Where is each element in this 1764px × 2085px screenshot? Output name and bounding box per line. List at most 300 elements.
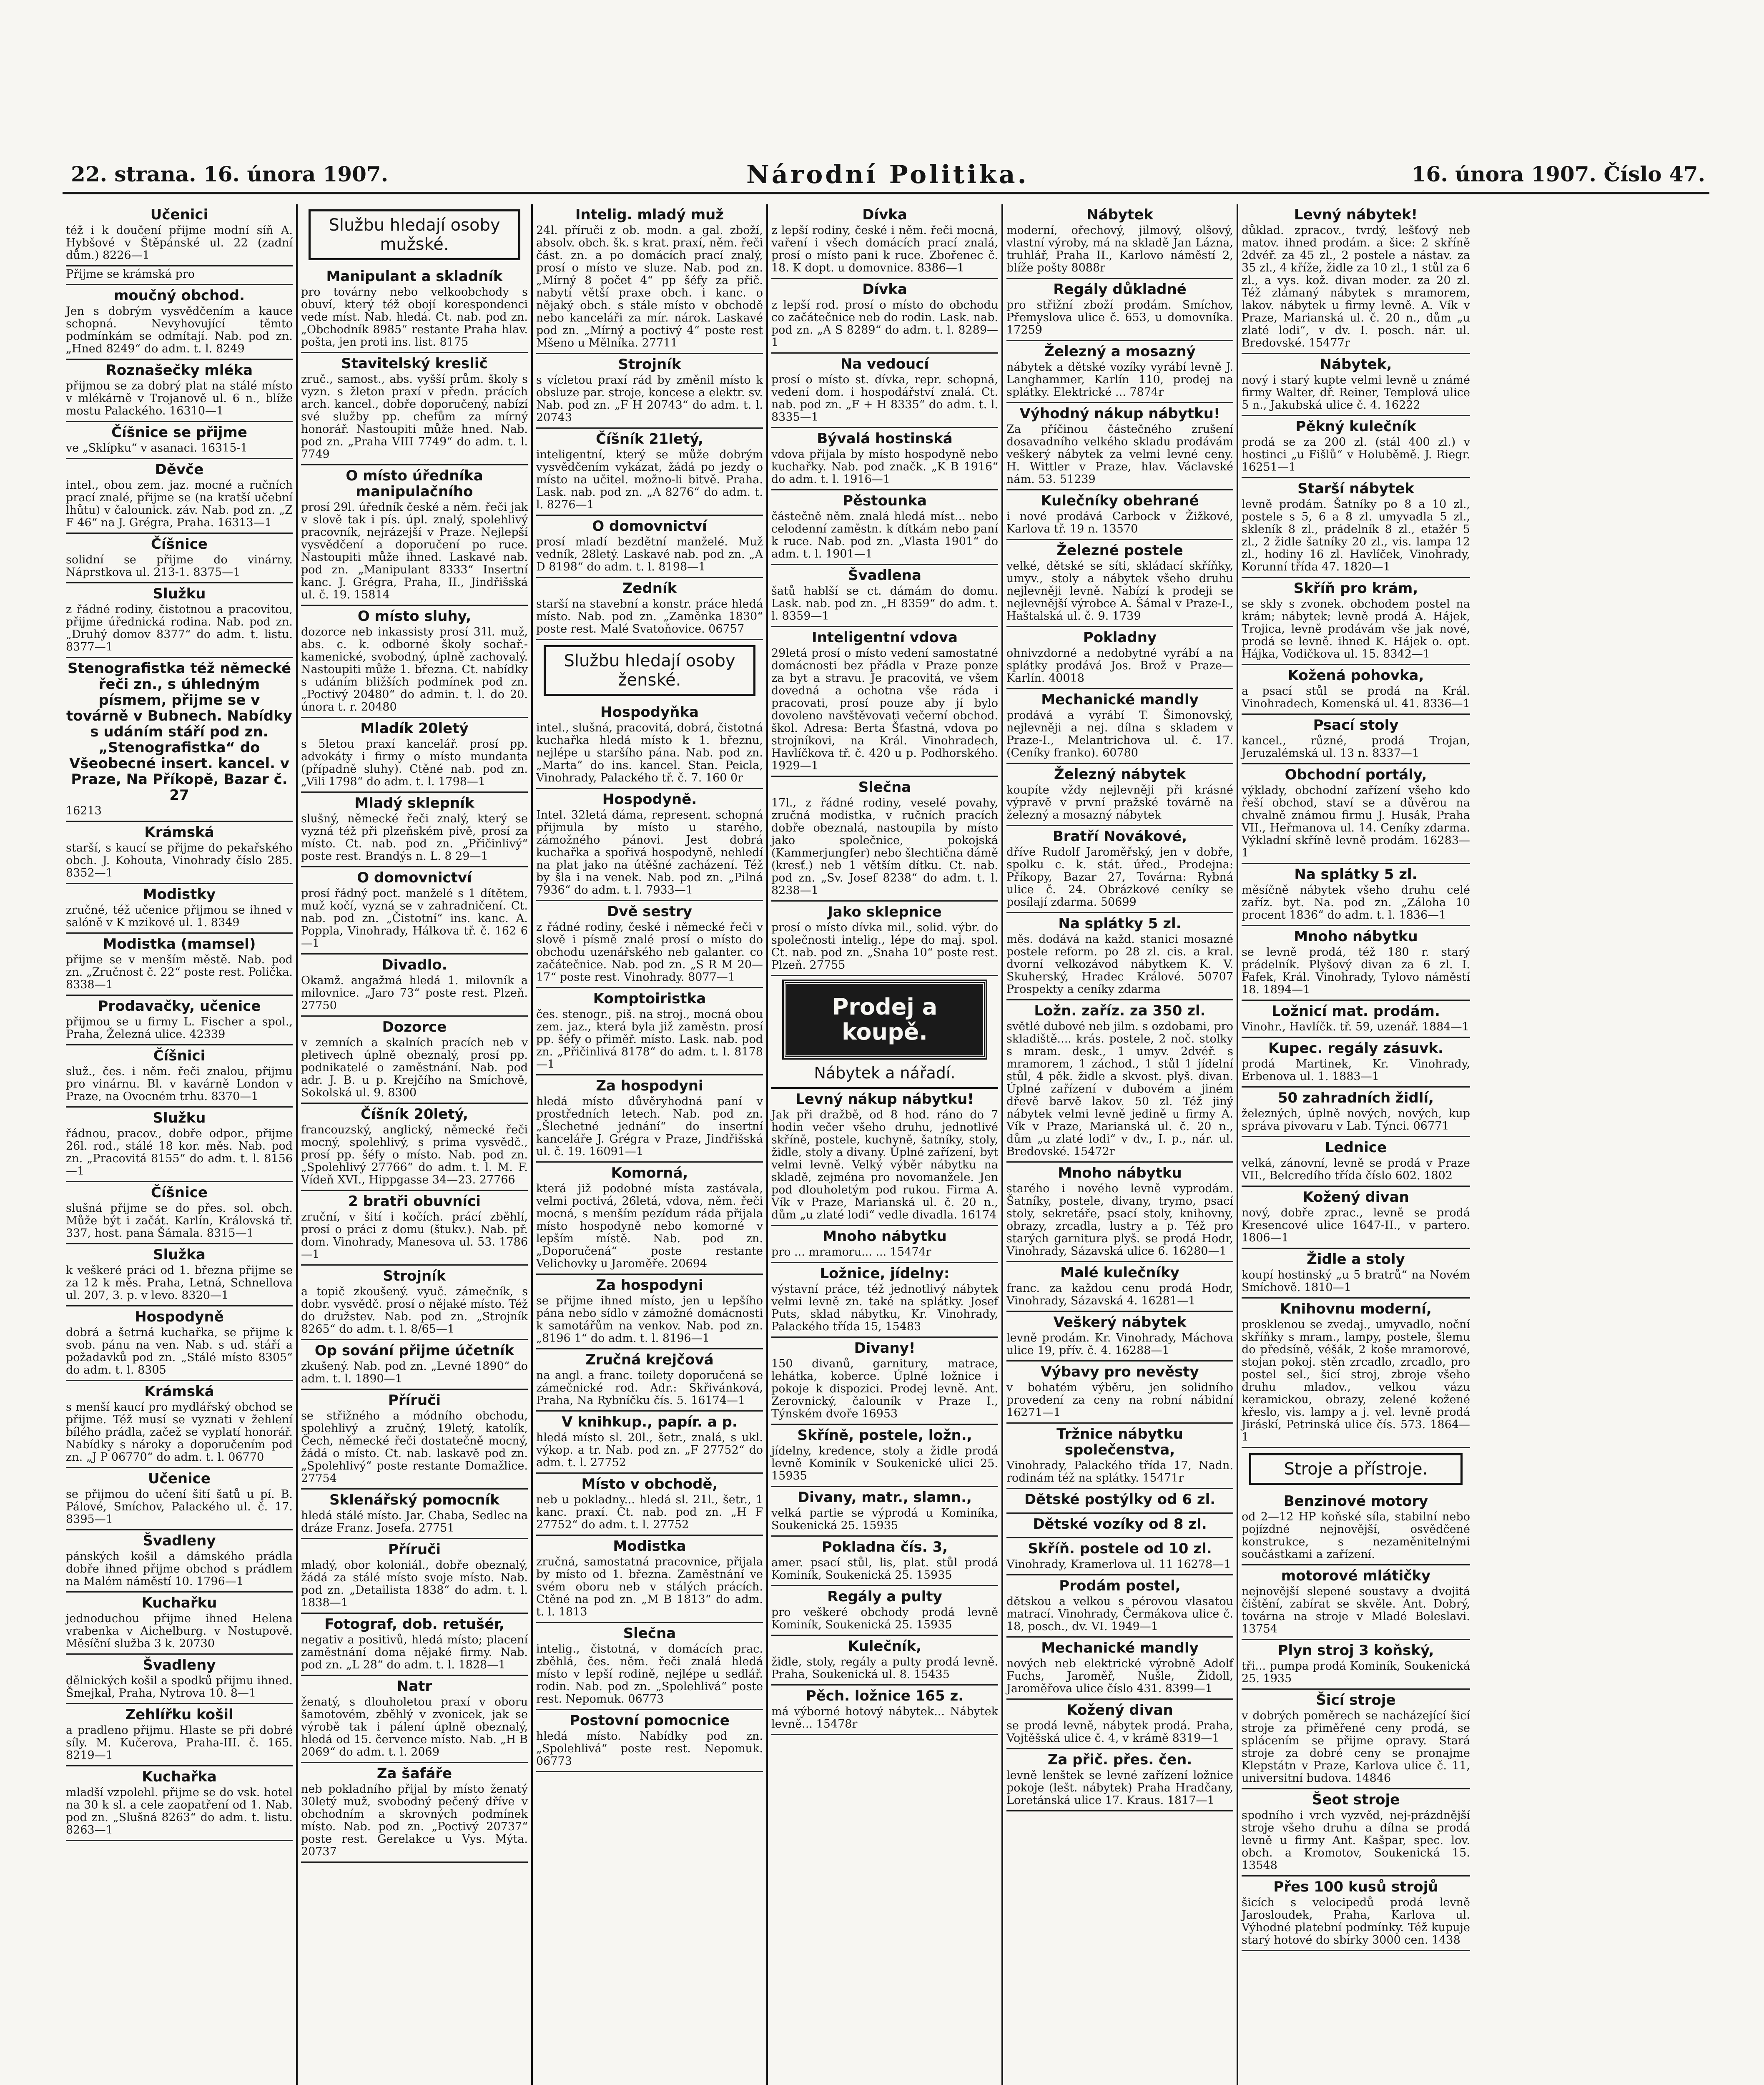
classified-ad bbox=[301, 1340, 528, 1390]
ad-body: 17l., z řádné rodiny, veselé povahy, zručná modistka, v ručních pracích dobře obeznalá, nastoupila by místo jako společnice, pokojská (Kammerjungfer) nebo šlechtična dámě (kresť.) neb 1 větším dítku. Ct. nab. pod zn. „Sv. Josef 8238“ do adm. t. l. 8238—1 bbox=[771, 796, 998, 897]
classified-ad bbox=[66, 1381, 293, 1468]
classified-ad bbox=[1242, 1299, 1470, 1448]
classified-ad bbox=[301, 1017, 528, 1104]
classified-column bbox=[63, 204, 298, 2085]
ad-headline: Místo v obchodě, bbox=[581, 1476, 718, 1492]
ad-body: 29letá prosí o místo vedení samostatné domácnosti bez přádla v Praze ponze za byt a stravu. Je pracovitá, ve všem dovedná a ochotna vše ráda i pracovati, prosí pouze aby jí bylo dovoleno navštěvovati večerní obchod. škol. Adresa: Berta Šťastná, vdova po strojníkovi, na Král. Vinohradech, Havlíčkova tř. č. 420 u p. Podhorského. 1929—1 bbox=[771, 647, 998, 772]
ad-headline: Modistky bbox=[143, 886, 216, 903]
ad-body: 24l. příruči z ob. modn. a gal. zboží, absolv. obch. šk. s krat. praxí, něm. řeči část. zn. a po domácích prací znalý, prosí o místo ve sluze. Nab. pod zn. „Mírný 8 počet 4“ pp šéfy za přič. nabytí větší praxe obch. i kanc. o nějaký obch. s stále místo v obchodě nebo kanceláři za mír. nárok. Laskavé pod zn. „Mírný a poctivý 4“ poste rest Mšeno u Mělníka. 27711 bbox=[536, 224, 763, 349]
ad-body: nejnovější slepené soustavy a dvojitá čištění, zabírat se skvěle. Ant. Dobrý, továrna na stroje v Mladé Boleslavi. 13754 bbox=[1242, 1585, 1470, 1635]
ad-headline: Hospodyňka bbox=[600, 704, 699, 721]
ad-headline: Nábytek bbox=[1087, 206, 1153, 223]
ad-headline: Plyn stroj 3 koňský, bbox=[1277, 1642, 1434, 1659]
classified-ad bbox=[1242, 1640, 1470, 1690]
classified-ad bbox=[536, 1349, 763, 1412]
classified-ad bbox=[771, 777, 998, 902]
ad-headline: Obchodní portály, bbox=[1285, 766, 1427, 783]
ad-headline: Modistka bbox=[613, 1538, 686, 1555]
classified-ad bbox=[771, 565, 998, 627]
ad-headline: Benzinové motory bbox=[1283, 1493, 1428, 1510]
classified-ad bbox=[301, 1266, 528, 1340]
ad-body: spodního i vrch vyzvěd, nej-prázdnější stroje všeho druhu a dílna se prodá levně u firmy Ant. Kašpar, spec. lov. obch. a Kromotov, Soukenická 15. 13548 bbox=[1242, 1809, 1470, 1872]
ad-body: nový, dobře zprac., levně se prodá Kresencové ulice 1647-II., v partero. 1806—1 bbox=[1242, 1206, 1470, 1244]
ad-body: Přijme se krámská pro bbox=[66, 268, 195, 281]
ad-headline: Číšník 20letý, bbox=[361, 1106, 468, 1123]
ad-headline: Pokladny bbox=[1083, 629, 1157, 646]
classified-ad bbox=[301, 1104, 528, 1191]
ad-body: pro veškeré obchody prodá levně Kominík, Soukenická 25. 15935 bbox=[771, 1606, 998, 1631]
ad-headline: Kuchařka bbox=[142, 1768, 217, 1785]
ad-headline: Kupec. regály zásuvk. bbox=[1268, 1040, 1443, 1057]
ad-headline: Dětské vozíky od 8 zl. bbox=[1033, 1516, 1207, 1532]
ad-body: má výborné hotový nábytek... Nábytek levně... 15478r bbox=[771, 1705, 998, 1731]
ad-headline: O domovnictví bbox=[357, 869, 472, 886]
classified-ad bbox=[1006, 490, 1233, 540]
ad-headline: Knihovnu moderní, bbox=[1280, 1301, 1432, 1317]
classified-ad bbox=[536, 1075, 763, 1163]
classified-ad bbox=[301, 867, 528, 955]
ad-headline: Ložnicí mat. prodám. bbox=[1272, 1003, 1440, 1020]
classified-ad bbox=[771, 1636, 998, 1686]
classified-ad bbox=[1006, 204, 1233, 279]
ad-headline: Malé kulečníky bbox=[1060, 1264, 1179, 1281]
ad-headline: Číšnice bbox=[151, 536, 208, 553]
ad-body: řádnou, pracov., dobře odpor., přijme 26l. rod., stálé 18 kor. měs. Nab. pod zn. „Pracovitá 8155“ do adm. t. l. 8156—1 bbox=[66, 1127, 293, 1178]
ad-body: levně lenštek se levné zařízení ložnice pokoje (lešt. nábytek) Praha Hradčany, Loretánská ulice 17. Kraus. 1817—1 bbox=[1006, 1769, 1233, 1807]
ad-body: železných, úplně nových, nových, kup správa pivovaru v Lab. Týnci. 06771 bbox=[1242, 1107, 1470, 1133]
ad-body: prodá se za 200 zl. (stál 400 zl.) v hostinci „u Fišlů“ v Holuběmě. J. Riegr. 16251—1 bbox=[1242, 436, 1470, 474]
ad-body: židle, stoly, regály a pulty prodá levně. Praha, Soukenická ul. 8. 15435 bbox=[771, 1655, 998, 1681]
ad-body: nových neb elektrické výrobně Adolf Fuchs, Jaroměř, Nušle, Židoll, Jaroměřova ulice číslo 431. 8399—1 bbox=[1006, 1657, 1233, 1695]
classified-ad bbox=[301, 1490, 528, 1539]
ad-headline: Divadlo. bbox=[381, 957, 447, 973]
ad-body: služ., čes. i něm. řeči znalou, přijmu pro vinárnu. Bl. v kavárně London v Praze, na Ovocném trhu. 8370—1 bbox=[66, 1065, 293, 1103]
ad-headline: V knihkup., papír. a p. bbox=[562, 1414, 738, 1430]
classified-ad bbox=[301, 793, 528, 867]
ad-headline: Veškerý nábytek bbox=[1053, 1314, 1187, 1331]
ad-headline: O místo sluhy, bbox=[357, 608, 472, 625]
ad-body: levně prodám. Kr. Vinohrady, Máchova ulice 19, přív. č. 4. 16288—1 bbox=[1006, 1331, 1233, 1357]
ad-headline: Číšník 21letý, bbox=[596, 431, 703, 447]
ad-headline: Šicí stroje bbox=[1316, 1692, 1396, 1708]
ad-body: na angl. a franc. toilety doporučená se zámečnické rod. Adr.: Skřivánková, Praha, Na Rybníčku čís. 5. 16174—1 bbox=[536, 1369, 763, 1407]
ad-body: koupí hostinský „u 5 bratrů“ na Novém Smíchově. 1810—1 bbox=[1242, 1269, 1470, 1294]
classified-ad bbox=[771, 1263, 998, 1338]
ad-headline: Stenografistka též německé řeči zn., s úhledným písmem, přijme se v továrně v Bubnech. Nabídky s udáním stáří pod zn. „Stenografistka“ do Všeobecné insert. kancel. v Praze, Na Příkopě, Bazar č. 27 bbox=[66, 660, 292, 804]
ad-headline: Divany, matr., slamn., bbox=[798, 1489, 972, 1506]
ad-headline: Na splátky 5 zl. bbox=[1294, 866, 1418, 883]
classified-ad bbox=[1242, 1491, 1470, 1565]
classified-ad bbox=[1006, 1538, 1233, 1575]
classified-ad bbox=[1006, 540, 1233, 627]
classified-ad bbox=[66, 934, 293, 996]
ad-headline: Číšnice se přijme bbox=[111, 424, 247, 441]
ad-body: jídelny, kredence, stoly a židle prodá levně Kominík v Soukenické ulici 25. 15935 bbox=[771, 1444, 998, 1482]
ad-headline: moučný obchod. bbox=[113, 287, 245, 304]
ad-headline: Dvě sestry bbox=[607, 903, 692, 920]
ad-headline: Mnoho nábytku bbox=[1058, 1165, 1182, 1181]
ad-body: prosklenou se zvedaj., umyvadlo, noční skříňky s mram., lampy, postele, šlemu do předsíně, véšák, 2 koše mramorové, stojan pokoj. stěn zrcadlo, zrcadlo, pro postel sel., šicí stroj, zbroje všeho druhu mladov., velkou vázu keramickou, obrazy, zelené kožené křeslo, vis. lampy a j. vel. levně prodá Jiráskí, Petrinská ulice čís. 573. 1864—1 bbox=[1242, 1318, 1470, 1444]
classified-ad bbox=[301, 1763, 528, 1863]
ad-body: zruční, v šití i kočích. prácí zběhlí, prosí o práci z domu (štukv.). Nab. př. dom. Vinohrady, Manesova ul. 53. 1786—1 bbox=[301, 1211, 528, 1261]
ad-headline: Železný a mosazný bbox=[1044, 343, 1196, 360]
ad-headline: Inteligentní vdova bbox=[812, 629, 958, 646]
ad-body: kancel., různé, prodá Trojan, Jeruzalémská ul. 13 n. 8337—1 bbox=[1242, 734, 1470, 760]
ad-headline: Mnoho nábytku bbox=[823, 1228, 947, 1245]
classified-ad bbox=[536, 1710, 763, 1772]
ad-body: z lepší rod. prosí o místo do obchodu co začátečnice neb do rodin. Lask. nab. pod zn. „A S 8289“ do adm. t. l. 8289—1 bbox=[771, 299, 998, 349]
ad-headline: Lednice bbox=[1325, 1139, 1387, 1156]
ad-headline: Přes 100 kusů strojů bbox=[1273, 1879, 1438, 1895]
classified-ad bbox=[66, 1593, 293, 1655]
ad-headline: 50 zahradních židlí, bbox=[1277, 1090, 1434, 1106]
ad-headline: Mladý sklepník bbox=[354, 795, 474, 811]
ad-headline: Hospodyně. bbox=[602, 791, 697, 808]
ad-headline: Za šafáře bbox=[376, 1765, 452, 1782]
ad-body: Vinohr., Havlíčk. tř. 59, uzenář. 1884—1 bbox=[1242, 1020, 1469, 1033]
ad-body: světlé dubové neb jilm. s ozdobami, pro skladiště.... krás. postele, 2 noč. stolky s mram. desk., 1 umyv. 2dvéř. s mramorem, 1 záchod., 1 stůl 1 jídelní stůl, 4 pěk. židle a skvost. plyš. divan. Úplné zařízení v dubovém a jiném dřevě barvě lakov. 50 zl. Též jiný nábytek velmi levně jedině u firmy A. Vík v Praze, Marianská ul. č. 20 n., dům „u zlaté lodi“ v dv., I. p., nár. ul. Bredovské. 15472r bbox=[1006, 1020, 1233, 1158]
ad-body: přijme se v menším městě. Nab. pod zn. „Zručnost č. 22“ poste rest. Polička. 8338—1 bbox=[66, 953, 293, 991]
classified-ad bbox=[66, 1045, 293, 1108]
ad-body: prosí mladí bezdětní manželé. Muž vedník, 28letý. Laskavé nab. pod zn. „A D 8198“ do adm. t. l. 8198—1 bbox=[536, 535, 763, 573]
classified-ad bbox=[536, 988, 763, 1075]
ad-headline: Regály a pulty bbox=[827, 1588, 942, 1605]
ad-body: ženatý, s dlouholetou praxí v oboru šamotovém, zběhlý v zvonicek, jak se výrobě tak i pálení úplně obeznalý, hledá od 15. července místo. Nab. „H B 2069“ do adm. t. l. 2069 bbox=[301, 1696, 528, 1758]
classified-ad bbox=[66, 658, 293, 822]
ad-body: Jak při dražbě, od 8 hod. ráno do 7 hodin večer všeho druhu, jednotlivé skříně, postele, kuchyně, šatníky, stoly, židle, stoly a divany. Úplné zařízení, byt velmi levně. Velký výběr nábytku na skladě, zejména pro novomanžele. Jen pod dlouholetým pod rukou. Firma A. Vík v Praze, Marianská ul. č. 20 n., dům „u zlaté lodi“ vedle divadla. 16174 bbox=[771, 1108, 998, 1221]
ad-headline: Dívka bbox=[862, 281, 907, 298]
ad-headline: Za hospodyni bbox=[596, 1277, 703, 1294]
classified-ad bbox=[1242, 1187, 1470, 1249]
classified-ad bbox=[301, 266, 528, 353]
classified-ad bbox=[1242, 864, 1470, 926]
classified-ad bbox=[1006, 826, 1233, 913]
ad-body: se levně prodá, též 180 r. starý prádelník. Plyšový divan za 6 zl. I. Fafek, Král. Vinohrady, Tylovo náměstí 18. 1894—1 bbox=[1242, 946, 1470, 996]
ad-headline: Mnoho nábytku bbox=[1294, 928, 1418, 945]
ad-headline: Sklenářský pomocník bbox=[329, 1492, 499, 1508]
classified-ad bbox=[771, 1226, 998, 1263]
ad-body: nový i starý kupte velmi levně u známé firmy Walter, dř. Reiner, Templová ulice 5 n., Jakubská ulice č. 4. 16222 bbox=[1242, 374, 1470, 412]
ad-headline: Skříň pro krám, bbox=[1293, 580, 1418, 597]
ad-body: pro ... mramoru... ... 15474r bbox=[771, 1246, 931, 1259]
classified-ad bbox=[771, 1686, 998, 1735]
ad-body: starší, s kaucí se přijme do pekařského obch. J. Kohouta, Vinohrady číslo 285. 8352—1 bbox=[66, 842, 293, 879]
ad-headline: Železné postele bbox=[1056, 542, 1183, 559]
classified-ad bbox=[771, 1537, 998, 1586]
ad-body: nábytek a dětské vozíky vyrábí levně J. Langhammer, Karlín 110, prodej na splátky. Elektrické ... 7874r bbox=[1006, 361, 1233, 399]
classified-ad bbox=[771, 428, 998, 490]
ad-headline: Švadleny bbox=[143, 1532, 216, 1549]
ad-body: čes. stenogr., piš. na stroj., mocná obou zem. jaz., která byla již zaměstn. prosí pp. šéfy o přiměř. místo. Lask. nab. pod zn. „Přičinlivá 8178“ do adm. t. l. 8178—1 bbox=[536, 1008, 763, 1071]
ad-headline: Levný nákup nábytku! bbox=[795, 1091, 974, 1108]
ad-headline: Mechanické mandly bbox=[1041, 691, 1199, 708]
ad-headline: O místo úředníka manipulačního bbox=[346, 467, 483, 500]
ad-body: velká, zánovní, levně se prodá v Praze VII., Belcredího třída číslo 602. 1802 bbox=[1242, 1157, 1470, 1182]
ad-body: ve „Sklípku“ v asanaci. 16315-1 bbox=[66, 442, 248, 455]
classified-ad bbox=[771, 490, 998, 565]
classified-ad bbox=[301, 1539, 528, 1614]
classified-ad bbox=[771, 902, 998, 976]
ad-headline: Manipulant a skladník bbox=[326, 268, 503, 285]
section-heading-box: Službu hledají osoby mužské. bbox=[309, 209, 520, 260]
classified-ad bbox=[1242, 715, 1470, 764]
classified-ad bbox=[301, 353, 528, 465]
ad-body: inteligentní, který se může dobrým vysvědčením vykázat, žádá po jezdy o místo na učitel. možno-li bitvě. Praha. Lask. nab. pod zn. „A 8276“ do adm. t. l. 8276—1 bbox=[536, 448, 763, 511]
classified-ad bbox=[771, 204, 998, 279]
ad-headline: Pěstounka bbox=[843, 492, 927, 509]
classified-ad bbox=[536, 789, 763, 901]
classified-ad bbox=[1006, 279, 1233, 341]
classified-ad bbox=[536, 1623, 763, 1710]
classified-ad bbox=[66, 1182, 293, 1244]
ad-headline: Stavitelský kreslič bbox=[341, 355, 488, 372]
ad-body: s menší kaucí pro mydlářský obchod se přijme. Též musí se vyznati v žehlení bílého prádla, začež se vyplatí honorář. Nabídky s nároky a doporučením pod zn. „J P 06770“ do adm. t. l. 06770 bbox=[66, 1401, 293, 1464]
ad-body: hledá místo. Nabídky pod zn. „Spolehlivá“ poste rest. Nepomuk. 06773 bbox=[536, 1730, 763, 1768]
section-banner: Prodej a koupě. bbox=[784, 981, 986, 1058]
classified-ad bbox=[1242, 1876, 1470, 1951]
ad-body: z řádné rodiny, české i německé řeči v slově i písmě znalé prosí o místo do obchodu uzenářského neb galanter. co začátečnice. Nab. pod zn. „S R M 20—17“ poste rest. Vinohrady. 8077—1 bbox=[536, 921, 763, 984]
ad-headline: Za hospodyni bbox=[596, 1078, 703, 1094]
ad-headline: Modistka (mamsel) bbox=[103, 936, 256, 952]
ad-headline: Slečna bbox=[858, 779, 911, 796]
ad-body: francouzský, anglický, německé řeči mocný, spolehlivý, s prima vysvědč., prosí pp. šéfy o místo. Nab. pod zn. „Spolehlivý 27766“ do adm. t. l. M. F. Vídeň XVI., Hippgasse 34—23. 27766 bbox=[301, 1123, 528, 1186]
ad-headline: Děvče bbox=[155, 461, 204, 478]
classified-ad bbox=[1242, 764, 1470, 864]
ad-body: s 5letou praxí kancelář. prosí pp. advokáty i firmy o místo mundanta (případně sluhy). Ctěné nab. pod zn. „Vili 1798“ do adm. t. l. 1798—1 bbox=[301, 738, 528, 788]
classified-column bbox=[298, 204, 533, 2085]
ad-body: velká partie se výprodá u Kominíka, Soukenická 25. 15935 bbox=[771, 1507, 998, 1532]
classified-ad bbox=[1242, 1789, 1470, 1876]
ad-body: zručné, též učenice přijmou se ihned v salóně v K mzikové ul. 1. 8349 bbox=[66, 904, 293, 929]
classified-ad bbox=[1242, 665, 1470, 715]
ad-body: dříve Rudolf Jaroměřský, jen v dobře, spolku c. k. stát. úřed., Prodejna: Příkopy, Bazar 27, Továrna: Rybná ulice č. 24. Obrázkové ceníky se posílají zdarma. 50699 bbox=[1006, 846, 1233, 909]
classified-column bbox=[1238, 204, 1473, 2085]
ad-headline: Číšnici bbox=[153, 1048, 206, 1064]
ad-body: starší na stavební a konstr. práce hledá místo. Nab. pod zn. „Zaměnka 1830“ poste rest. Malé Svatoňovice. 06757 bbox=[536, 598, 763, 636]
classified-ad bbox=[771, 1487, 998, 1537]
ad-body: v dobrých poměrech se nacházející šicí stroje za přiměřené ceny prodá, se splácením se přijme opravy. Stará stroje za dobré ceny se pronajme Klepstátn v Praze, Karlova ulice č. 11, universitní budova. 14846 bbox=[1242, 1709, 1470, 1785]
ad-headline: Kožený divan bbox=[1066, 1702, 1173, 1718]
classified-ad bbox=[1242, 578, 1470, 665]
classified-ad bbox=[1006, 1575, 1233, 1638]
classified-ad bbox=[66, 1108, 293, 1182]
classified-ad bbox=[536, 204, 763, 354]
classified-ad bbox=[1006, 1163, 1233, 1262]
ad-body: Vinohrady, Palackého třída 17, Nadn. rodinám též na splátky. 15471r bbox=[1006, 1459, 1233, 1485]
ad-headline: Pěch. ložnice 165 z. bbox=[805, 1688, 964, 1704]
classified-column bbox=[768, 204, 1003, 2085]
classified-ad bbox=[1006, 1638, 1233, 1700]
ad-headline: Výbavy pro nevěsty bbox=[1041, 1364, 1199, 1380]
ad-body: prosí o místo dívka mil., solid. výbr. do společnosti intelig., lépe do maj. spol. Ct. nab. pod zn. „Snaha 10“ poste rest. Plzeň. 27755 bbox=[771, 921, 998, 972]
ad-body: pánských košil a dámského prádla dobře ihned přijme obchod s prádlem na Malém náměstí 10. 1796—1 bbox=[66, 1550, 293, 1588]
ad-headline: Hospodyně bbox=[135, 1309, 224, 1325]
ad-body: 16213 bbox=[66, 804, 102, 817]
ad-headline: Skříň. postele od 10 zl. bbox=[1028, 1540, 1212, 1557]
classified-ad bbox=[1006, 913, 1233, 1000]
classified-ad bbox=[1242, 1001, 1470, 1038]
ad-headline: Psací stoly bbox=[1313, 717, 1399, 734]
classified-ad bbox=[1006, 1489, 1233, 1514]
classified-ad bbox=[1006, 1749, 1233, 1811]
ad-body: intel., obou zem. jaz. mocné a ručních prací znalé, přijme se (na kratší učební lhůtu) v čalounick. záv. Nab. pod zn. „Z F 46“ na J. Grégra, Praha. 16313—1 bbox=[66, 479, 293, 529]
ad-body: důklad. zpracov., tvrdý, lešťový neb matov. ihned prodám. a šice: 2 skříně 2dvéř. za 45 zl., 2 postele a nástav. za 35 zl., 4 kříže, židle za 10 zl., 1 stůl za 6 zl., a vys. kož. divan moder. za 20 zl. Též zlámaný nábytek s mramorem, lakov. nábytek u firmy levně. A. Vík v Praze, Marianská ul. č. 20 n., dům „u zlaté lodi“, v dv. I. posch. nár. ul. Bredovské. 15477r bbox=[1242, 224, 1470, 349]
ad-headline: Natr bbox=[396, 1678, 432, 1695]
ad-body: s vícletou praxí rád by změnil místo k obsluze par. stroje, koncese a elektr. sv. Nab. pod zn. „F H 20743“ do adm. t. l. 20743 bbox=[536, 374, 763, 424]
ad-headline: Učenice bbox=[148, 1470, 211, 1487]
ad-body: velké, dětské se síti, skládací skříňky, umyv., stoly a nábytek všeho druhu nejlevněji levně. Nabízí k prodeji se nejlevnější výrobce A. Šámal v Praze-I., Haštalská ul. č. 9. 1739 bbox=[1006, 560, 1233, 623]
classified-ad bbox=[771, 1338, 998, 1425]
ad-body: intelig., čistotná, v domácích prac. zběhlá, čes. něm. řeči znalá hledá místo v lepší rodině, nejlépe u sedlář. rodin. Nab. pod zn. „Spolehlivá“ poste rest. Nepomuk. 06773 bbox=[536, 1643, 763, 1706]
classified-ad bbox=[301, 1676, 528, 1763]
ad-headline: Služka bbox=[153, 1246, 206, 1263]
classified-ad bbox=[1006, 1312, 1233, 1362]
ad-body: pro střižní zboží prodám. Smíchov, Přemyslova ulice č. 653, u domovníka. 17259 bbox=[1006, 299, 1233, 337]
ad-body: 150 divanů, garnitury, matrace, lehátka, koberce. Úplné ložnice i pokoje k dispozici. Prodej levně. Ant. Zerovnický, čalouník v Praze I., Týnském dvoře 16953 bbox=[771, 1357, 998, 1420]
classified-ad bbox=[1006, 1514, 1233, 1538]
classified-ad bbox=[66, 422, 293, 459]
ad-body: prosí řádný poct. manželé s 1 dítětem, muž kočí, vyzná se v zahradničení. Ct. nab. pod zn. „Čistotní“ ins. kanc. A. Poppla, Vinohrady, Hálkova tř. č. 162 6—1 bbox=[301, 887, 528, 950]
ad-headline: Šeot stroje bbox=[1312, 1791, 1400, 1808]
ad-headline: Kožená pohovka, bbox=[1287, 667, 1424, 684]
ad-headline: Učenici bbox=[150, 206, 208, 223]
ad-headline: Pěkný kulečník bbox=[1295, 418, 1416, 435]
ad-body: neb pokladního přijal by místo ženatý 30letý muž, svobodný pečený dříve v obchodním a skrovných podmínek místo. Nab. pod zn. „Poctivý 20737“ poste rest. Gerelakce u Vys. Mýta. 20737 bbox=[301, 1783, 528, 1858]
ad-body: hledá stálé místo. Jar. Chaba, Sedlec na dráze Franz. Josefa. 27751 bbox=[301, 1509, 528, 1535]
classified-ad bbox=[1006, 341, 1233, 403]
classified-ad bbox=[1242, 1565, 1470, 1640]
ad-headline: Komorná, bbox=[611, 1165, 688, 1181]
classified-ad bbox=[1006, 1700, 1233, 1749]
ad-body: se prodá levně, nábytek prodá. Praha, Vojtěšská ulice č. 4, v krámě 8319—1 bbox=[1006, 1719, 1233, 1745]
classified-ad bbox=[536, 1412, 763, 1474]
ad-headline: Komptoiristka bbox=[593, 990, 706, 1007]
ad-body: prosí 29l. úředník české a něm. řeči jak v slově tak i pís. úpl. znalý, spolehlivý pracovník, nejrázejší v Praze. Nejlepší vysvědčení a doporučení po ruce. Nastoupiti může ihned. Laskavé nab. pod zn. „Manipulant 8333“ Insertní kanc. J. Grégra, Praha, II., Jindřišská ul. č. 19. 15814 bbox=[301, 501, 528, 601]
ad-headline: Příruči bbox=[388, 1392, 441, 1409]
ad-body: levně prodám. Šatníky po 8 a 10 zl., postele s 5, 6 a 8 zl. umyvadla 5 zl., skleník 8 zl., prádelník 8 zl., etažér 5 zl., 2 židle šatníky 20 zl., vis. lampa 12 zl., hodiny 16 zl. Havlíček, Vinohrady, Korunní třída 47. 1820—1 bbox=[1242, 498, 1470, 573]
ad-headline: Intelig. mladý muž bbox=[575, 206, 724, 223]
ad-body: se přijme ihned místo, jen u lepšího pána nebo sídlo v zámožné domácnosti k samotářům na venkov. Nab. pod zn. „8196 1“ do adm. t. l. 8196—1 bbox=[536, 1294, 763, 1345]
classified-ad bbox=[536, 429, 763, 516]
ad-body: dobrá a šetrná kuchařka, se přijme k svob. pánu na ven. Nab. s ud. stáří a požadavků pod zn. „Stálé místo 8305“ do adm. t. l. 8305 bbox=[66, 1326, 293, 1377]
ad-body: k veškeré práci od 1. března přijme se za 12 k měs. Praha, Letná, Schnellova ul. 207, 3. p. v levo. 8320—1 bbox=[66, 1264, 293, 1302]
classified-ad bbox=[536, 516, 763, 578]
ad-body: amer. psací stůl, lis, plat. stůl prodá Kominík, Soukenická 25. 15935 bbox=[771, 1556, 998, 1582]
classified-ad bbox=[1006, 689, 1233, 764]
header-page-date: 22. strana. 16. února 1907. bbox=[71, 162, 389, 186]
ad-headline: O domovnictví bbox=[592, 518, 707, 535]
ad-headline: Strojník bbox=[618, 356, 681, 373]
classified-ad bbox=[771, 627, 998, 777]
classified-ad bbox=[1006, 1262, 1233, 1312]
classified-ad bbox=[66, 996, 293, 1045]
ad-headline: Bratří Novákové, bbox=[1052, 828, 1187, 845]
ad-body: hledá místo důvěryhodná paní v prostředních letech. Nab. pod zn. „Šlechetné jednání“ do insertní kanceláře J. Grégra v Praze, Jindřišská ul. č. 19. 16091—1 bbox=[536, 1095, 763, 1158]
ad-headline: Ložn. zaříz. za 350 zl. bbox=[1034, 1002, 1206, 1019]
ad-body: mladý, obor koloniál., dobře obeznalý, žádá za stálé místo svoje místo. Nab. pod zn. „Detailista 1838“ do adm. t. l. 1838—1 bbox=[301, 1559, 528, 1609]
ad-headline: Skříně, postele, ložn., bbox=[797, 1427, 972, 1444]
ad-body: koupíte vždy nejlevněji při krásné výpravě v první pražské továrně na železný a mosazný nábytek bbox=[1006, 784, 1233, 821]
section-heading-box: Službu hledají osoby ženské. bbox=[544, 645, 755, 696]
ad-headline: Nábytek, bbox=[1320, 356, 1392, 373]
ad-headline: Zručná krejčová bbox=[585, 1351, 714, 1368]
classified-ad bbox=[1242, 1088, 1470, 1137]
ad-body: v bohatém výběru, jen solidního provedení za ceny na robní nábidní 16271—1 bbox=[1006, 1381, 1233, 1419]
ad-body: tři... pumpa prodá Kominík, Soukenická 25. 1935 bbox=[1242, 1660, 1470, 1685]
classified-ad bbox=[301, 1614, 528, 1676]
ad-body: prosí o místo st. dívka, repr. schopná, vedení dom. i hospodářství znalá. Ct. nab. pod zn. „F + H 8335“ do adm. t. l. 8335—1 bbox=[771, 373, 998, 424]
classified-ad bbox=[536, 702, 763, 789]
section-heading-box: Stroje a přístroje. bbox=[1249, 1453, 1463, 1485]
classified-ad bbox=[1006, 627, 1233, 689]
ad-body: dozorce neb inkassisty prosí 31l. muž, abs. c. k. odborné školy sochař.-kamenické, svobodný, úplně zachovalý. Nastoupiti může 1. března. Ct. nabídky s udáním bližších podmínek pod zn. „Poctivý 20480“ do admin. t. l. do 20. února t. r. 20480 bbox=[301, 626, 528, 713]
ad-headline: Švadlena bbox=[848, 567, 921, 584]
ad-headline: Kuchařku bbox=[141, 1595, 217, 1611]
classified-ad bbox=[301, 1390, 528, 1490]
ad-body: starého i nového levně vyprodám. Šatníky, postele, divany, trymo, psací stoly, sekretáře, psací stoly, knihovny, obrazy, zrcadla, lustry a p. Též pro starých garnitura plyš. se prodá Hodr, Vinohrady, Sázavská ulice 6. 16280—1 bbox=[1006, 1182, 1233, 1258]
ad-body: zruč., samost., abs. vyšší prům. školy s vyzn. s žleton praxí v předn. prácích arch. kancel., dobře doporučený, nabízí své služby pp. chefům za mírný honorář. Nastoupiti může hned. Nab. pod zn. „Praha VIII 7749“ do adm. t. l. 7749 bbox=[301, 373, 528, 461]
ad-headline: Strojník bbox=[383, 1268, 446, 1284]
classified-ad bbox=[1006, 403, 1233, 490]
classified-ad bbox=[771, 1425, 998, 1487]
classified-column bbox=[533, 204, 768, 2085]
ad-body: slušná přijme se do přes. sol. obch. Může být i začát. Karlín, Královská tř. 337, host. pana Šámala. 8315—1 bbox=[66, 1202, 293, 1240]
running-header bbox=[63, 154, 1709, 194]
classified-ad bbox=[66, 1530, 293, 1593]
ad-headline: Dívka bbox=[862, 206, 907, 223]
classified-ad bbox=[1242, 1249, 1470, 1299]
ad-body: Za příčinou částečného zrušení dosavadního velkého skladu prodávám veškerý nábytek za velmi levné ceny. H. Wittler v Praze, hlav. Václavské nám. 53. 51239 bbox=[1006, 423, 1233, 486]
ad-body: prodává a vyrábí T. Šimonovský, nejlevněji a nej. dílna s skladem v Praze-I., Melantrichova ul. č. 17. (Ceníky franko). 60780 bbox=[1006, 709, 1233, 759]
ad-body: z lepší rodiny, české i něm. řeči mocná, vaření i všech domácích prací znalá, prosí o místo pani k ruce. Zbořenec č. 18. K dopt. u domovnice. 8386—1 bbox=[771, 224, 998, 274]
classified-ad bbox=[66, 1704, 293, 1766]
ad-headline: Dozorce bbox=[382, 1019, 447, 1035]
ad-headline: 2 bratři obuvníci bbox=[348, 1193, 481, 1210]
classified-ad bbox=[66, 1306, 293, 1381]
ad-headline: Zehlířku košil bbox=[125, 1706, 233, 1723]
ad-headline: Železný nábytek bbox=[1054, 766, 1186, 783]
ad-headline: Příruči bbox=[388, 1541, 441, 1558]
classified-ad bbox=[1006, 1424, 1233, 1489]
ad-body: též i k doučení přijme modní síň A. Hybšové v Štěpánské ul. 22 (zadní dům.) 8226—1 bbox=[66, 224, 293, 262]
ad-body: slušný, německé řeči znalý, který se vyzná též při plzeňském pivě, prosí za místo. Ct. nab. pod zn. „Přičinlivý“ poste rest. Brandýs n. L. 8 29—1 bbox=[301, 812, 528, 863]
ad-headline: Výhodný nákup nábytku! bbox=[1019, 405, 1220, 422]
ad-body: a psací stůl se prodá na Král. Vinohradech, Komenská ul. 41. 8336—1 bbox=[1242, 685, 1470, 710]
ad-body: franc. za každou cenu prodá Hodr, Vinohrady, Sázavská 4. 16281—1 bbox=[1006, 1282, 1233, 1307]
header-issue-number: 16. února 1907. Číslo 47. bbox=[1411, 162, 1705, 186]
ad-body: šatů hablší se ct. dámám do domu. Lask. nab. pod zn. „H 8359“ do adm. t. l. 8359—1 bbox=[771, 585, 998, 623]
ad-headline: Fotograf, dob. retušér, bbox=[324, 1616, 504, 1633]
ad-headline: Postovní pomocnice bbox=[570, 1712, 730, 1729]
ad-headline: Prodavačky, učenice bbox=[98, 998, 261, 1015]
ad-body: přijmou se u firmy L. Fischer a spol., Praha, Železná ulice. 42339 bbox=[66, 1015, 293, 1041]
classified-ad bbox=[301, 606, 528, 718]
classified-ad bbox=[1242, 1690, 1470, 1789]
classified-ad bbox=[1242, 416, 1470, 478]
ad-headline: Divany! bbox=[854, 1340, 916, 1357]
classified-ad bbox=[301, 465, 528, 606]
ad-body: Intel. 32letá dáma, represent. schopná přijmula by místo u starého, zámožného pánovi. Jest dobrá kuchařka a spořivá hospodyně, nehledí na plat jako na útěšné zacházení. Též by šla i na venek. Nab. pod zn. „Pilná 7936“ do adm. t. l. 7933—1 bbox=[536, 809, 763, 897]
classified-ad bbox=[536, 578, 763, 640]
ad-headline: Švadleny bbox=[143, 1657, 216, 1673]
classified-ad bbox=[771, 279, 998, 354]
classified-ad bbox=[66, 1244, 293, 1306]
ad-body: mladší vzpolehl. přijme se do vsk. hotel na 30 k sl. a cele zaopatření od 1. Nab. pod zn. „Slušná 8263“ do adm. t. listu. 8263—1 bbox=[66, 1786, 293, 1836]
classified-ad bbox=[301, 955, 528, 1017]
ad-body: vdova přijala by místo hospodyně nebo kuchařky. Nab. pod značk. „K B 1916“ do adm. t. l. 1916—1 bbox=[771, 448, 998, 486]
classified-column bbox=[1003, 204, 1238, 2085]
ad-headline: Na splátky 5 zl. bbox=[1058, 915, 1182, 932]
